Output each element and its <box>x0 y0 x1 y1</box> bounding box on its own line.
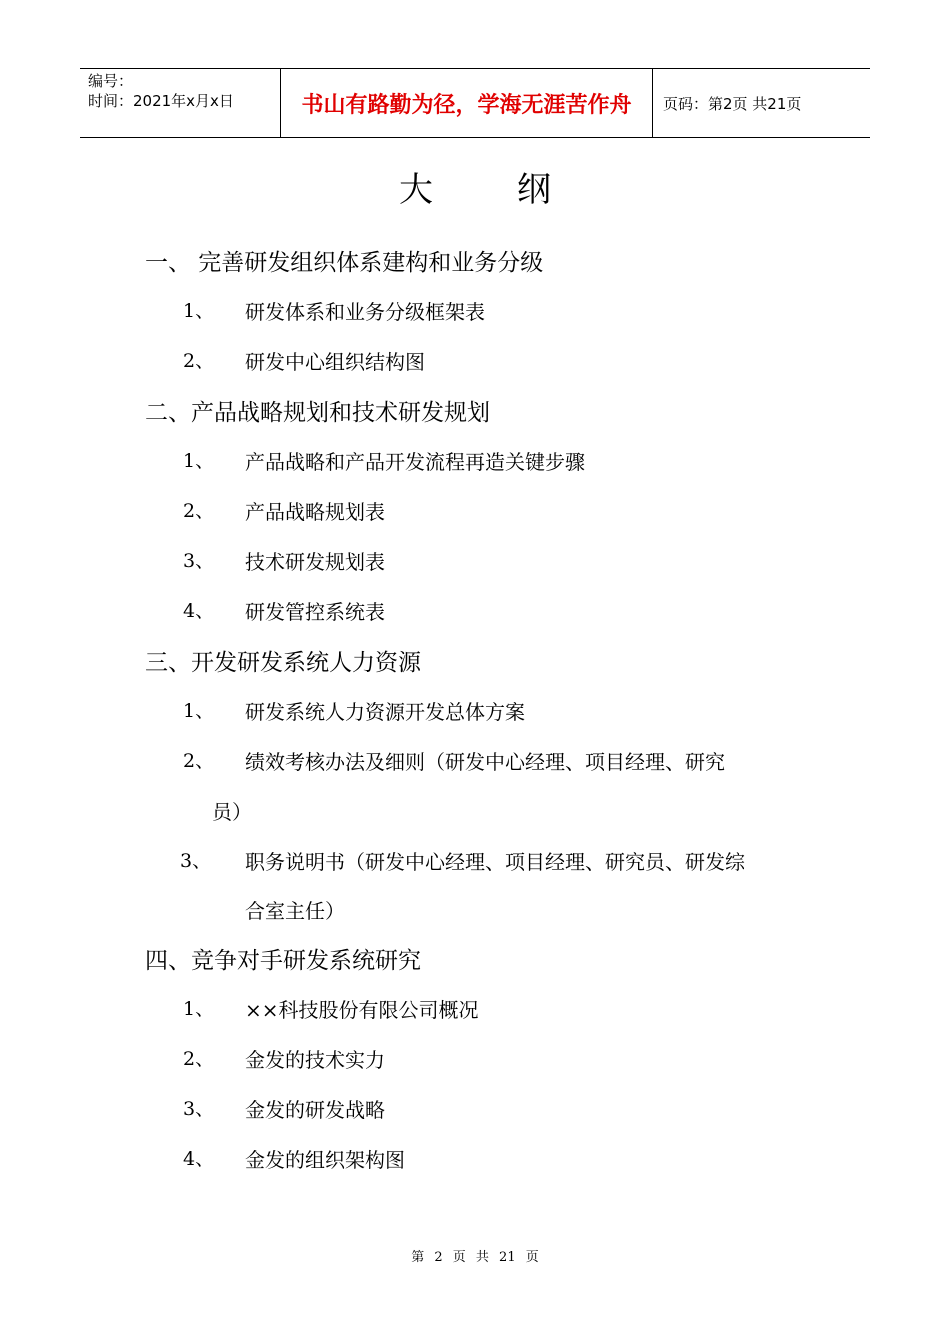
item-number: 2、 <box>183 500 215 522</box>
item-text: 研发体系和业务分级框架表 <box>245 300 485 324</box>
item-text: 金发的组织架构图 <box>245 1148 405 1172</box>
item-text: 研发系统人力资源开发总体方案 <box>245 700 525 724</box>
item-text: 金发的技术实力 <box>245 1048 385 1072</box>
item-number: 2、 <box>183 1048 215 1070</box>
section-heading: 四、竞争对手研发系统研究 <box>145 948 421 974</box>
header-code-label: 编号： <box>88 72 134 90</box>
item-text: 职务说明书（研发中心经理、项目经理、研究员、研发综 <box>245 850 745 874</box>
header-page-label: 页码：第2页 共21页 <box>663 94 802 113</box>
item-text: 产品战略规划表 <box>245 500 385 524</box>
item-number: 4、 <box>183 600 215 622</box>
item-number: 2、 <box>183 350 215 372</box>
item-number: 1、 <box>183 300 215 322</box>
section-heading: 三、开发研发系统人力资源 <box>145 650 421 676</box>
item-text-continuation: 合室主任） <box>245 899 345 923</box>
page-header <box>80 68 870 138</box>
header-meta <box>80 69 280 137</box>
item-number: 3、 <box>183 1098 215 1120</box>
section-heading: 一、 完善研发组织体系建构和业务分级 <box>145 250 544 276</box>
item-number: 3、 <box>180 850 212 872</box>
item-text: ××科技股份有限公司概况 <box>245 998 479 1022</box>
item-text: 技术研发规划表 <box>245 550 385 574</box>
item-number: 1、 <box>183 450 215 472</box>
item-number: 4、 <box>183 1148 215 1170</box>
header-motto: 书山有路勤为径，学海无涯苦作舟 <box>280 69 653 137</box>
header-time-label: 时间：2021年x月x日 <box>88 92 234 110</box>
document-title: 大纲 <box>399 170 635 210</box>
item-number: 1、 <box>183 998 215 1020</box>
item-text: 金发的研发战略 <box>245 1098 385 1122</box>
item-number: 2、 <box>183 750 215 772</box>
item-text-continuation: 员） <box>212 800 252 824</box>
item-text: 绩效考核办法及细则（研发中心经理、项目经理、研究 <box>245 750 725 774</box>
item-text: 研发中心组织结构图 <box>245 350 425 374</box>
item-text: 产品战略和产品开发流程再造关键步骤 <box>245 450 585 474</box>
item-number: 1、 <box>183 700 215 722</box>
page-footer: 第 2 页 共 21 页 <box>411 1250 539 1265</box>
item-text: 研发管控系统表 <box>245 600 385 624</box>
item-number: 3、 <box>183 550 215 572</box>
section-heading: 二、产品战略规划和技术研发规划 <box>145 400 490 426</box>
